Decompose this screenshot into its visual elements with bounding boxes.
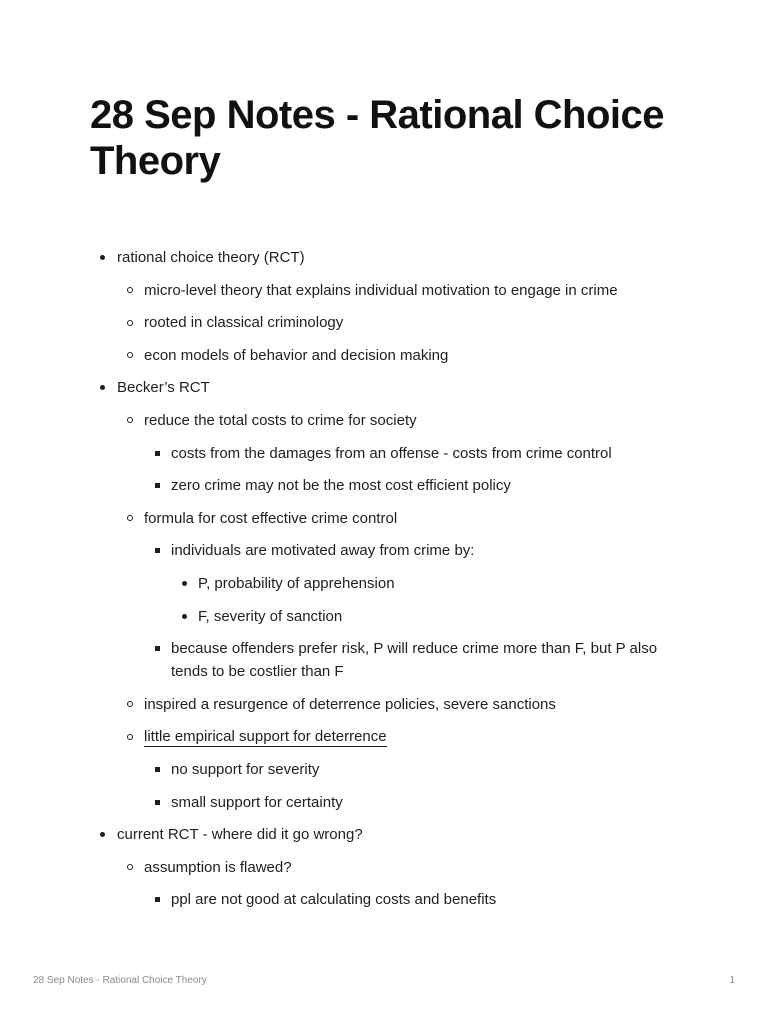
- bullet-square-icon: [155, 767, 160, 772]
- list-item-text: individuals are motivated away from crime by:: [171, 542, 475, 560]
- list-item-text: no support for severity: [171, 760, 320, 778]
- bullet-square-icon: [155, 800, 160, 805]
- bullet-circle-icon: [127, 287, 133, 293]
- bullet-circle-icon: [127, 734, 133, 740]
- list-item: [90, 474, 680, 497]
- list-item-text: assumption is flawed?: [144, 858, 292, 876]
- list-item-text: micro-level theory that explains individual motivation to engage in crime: [144, 281, 618, 299]
- list-item: [90, 572, 680, 595]
- bullet-disc-icon: [100, 832, 105, 837]
- bullet-circle-icon: [127, 864, 133, 870]
- list-item-text: reduce the total costs to crime for society: [144, 411, 417, 429]
- list-item-text: F, severity of sanction: [198, 607, 343, 625]
- bullet-circle-icon: [127, 352, 133, 358]
- list-item-text: inspired a resurgence of deterrence policies, severe sanctions: [144, 695, 556, 713]
- list-item-text: because offenders prefer risk, P will reduce crime more than F, but P also tends to be costlier than F: [171, 640, 658, 681]
- list-item-text: rational choice theory (RCT): [117, 249, 305, 266]
- list-item: [90, 725, 680, 748]
- list-item-text: econ models of behavior and decision making: [144, 346, 449, 364]
- list-item: [90, 311, 680, 334]
- list-item: [90, 409, 680, 432]
- bullet-square-icon: [155, 451, 160, 456]
- list-item: [90, 246, 680, 269]
- bullet-circle-icon: [127, 320, 133, 326]
- list-item-text: formula for cost effective crime control: [144, 509, 398, 527]
- list-item: [90, 856, 680, 879]
- list-item: [90, 442, 680, 465]
- list-item: [90, 758, 680, 781]
- list-item-text: ppl are not good at calculating costs and benefits: [171, 891, 497, 909]
- list-item: [90, 888, 680, 911]
- list-item: [90, 539, 680, 562]
- page-number: 1: [729, 975, 735, 986]
- bullet-circle-icon: [127, 701, 133, 707]
- list-item-text: zero crime may not be the most cost efficient policy: [171, 477, 511, 495]
- list-item: [90, 376, 680, 399]
- list-item-text: P, probability of apprehension: [198, 574, 395, 592]
- page-title: 28 Sep Notes - Rational Choice Theory: [90, 93, 665, 183]
- list-item-text: Becker’s RCT: [117, 379, 210, 397]
- list-item-text: small support for certainty: [171, 793, 343, 811]
- list-item-text: rooted in classical criminology: [144, 314, 344, 332]
- bullet-disc-icon: [100, 255, 105, 260]
- list-item: [90, 693, 680, 716]
- bullet-disc-icon: [182, 581, 187, 586]
- bullet-square-icon: [155, 646, 160, 651]
- list-item-text: little empirical support for deterrence: [144, 728, 387, 746]
- notes-list: [90, 246, 680, 921]
- list-item: [90, 507, 680, 530]
- list-item: [90, 637, 680, 683]
- bullet-circle-icon: [127, 417, 133, 423]
- bullet-circle-icon: [127, 515, 133, 521]
- bullet-square-icon: [155, 483, 160, 488]
- bullet-square-icon: [155, 897, 160, 902]
- bullet-square-icon: [155, 548, 160, 553]
- bullet-disc-icon: [100, 385, 105, 390]
- list-item: [90, 791, 680, 814]
- bullet-disc-icon: [182, 614, 187, 619]
- list-item: [90, 344, 680, 367]
- list-item: [90, 823, 680, 846]
- list-item: [90, 279, 680, 302]
- list-item: [90, 605, 680, 628]
- footer-document-title: 28 Sep Notes - Rational Choice Theory: [33, 975, 207, 986]
- list-item-text: current RCT - where did it go wrong?: [117, 826, 363, 844]
- list-item-text: costs from the damages from an offense - costs from crime control: [171, 444, 612, 462]
